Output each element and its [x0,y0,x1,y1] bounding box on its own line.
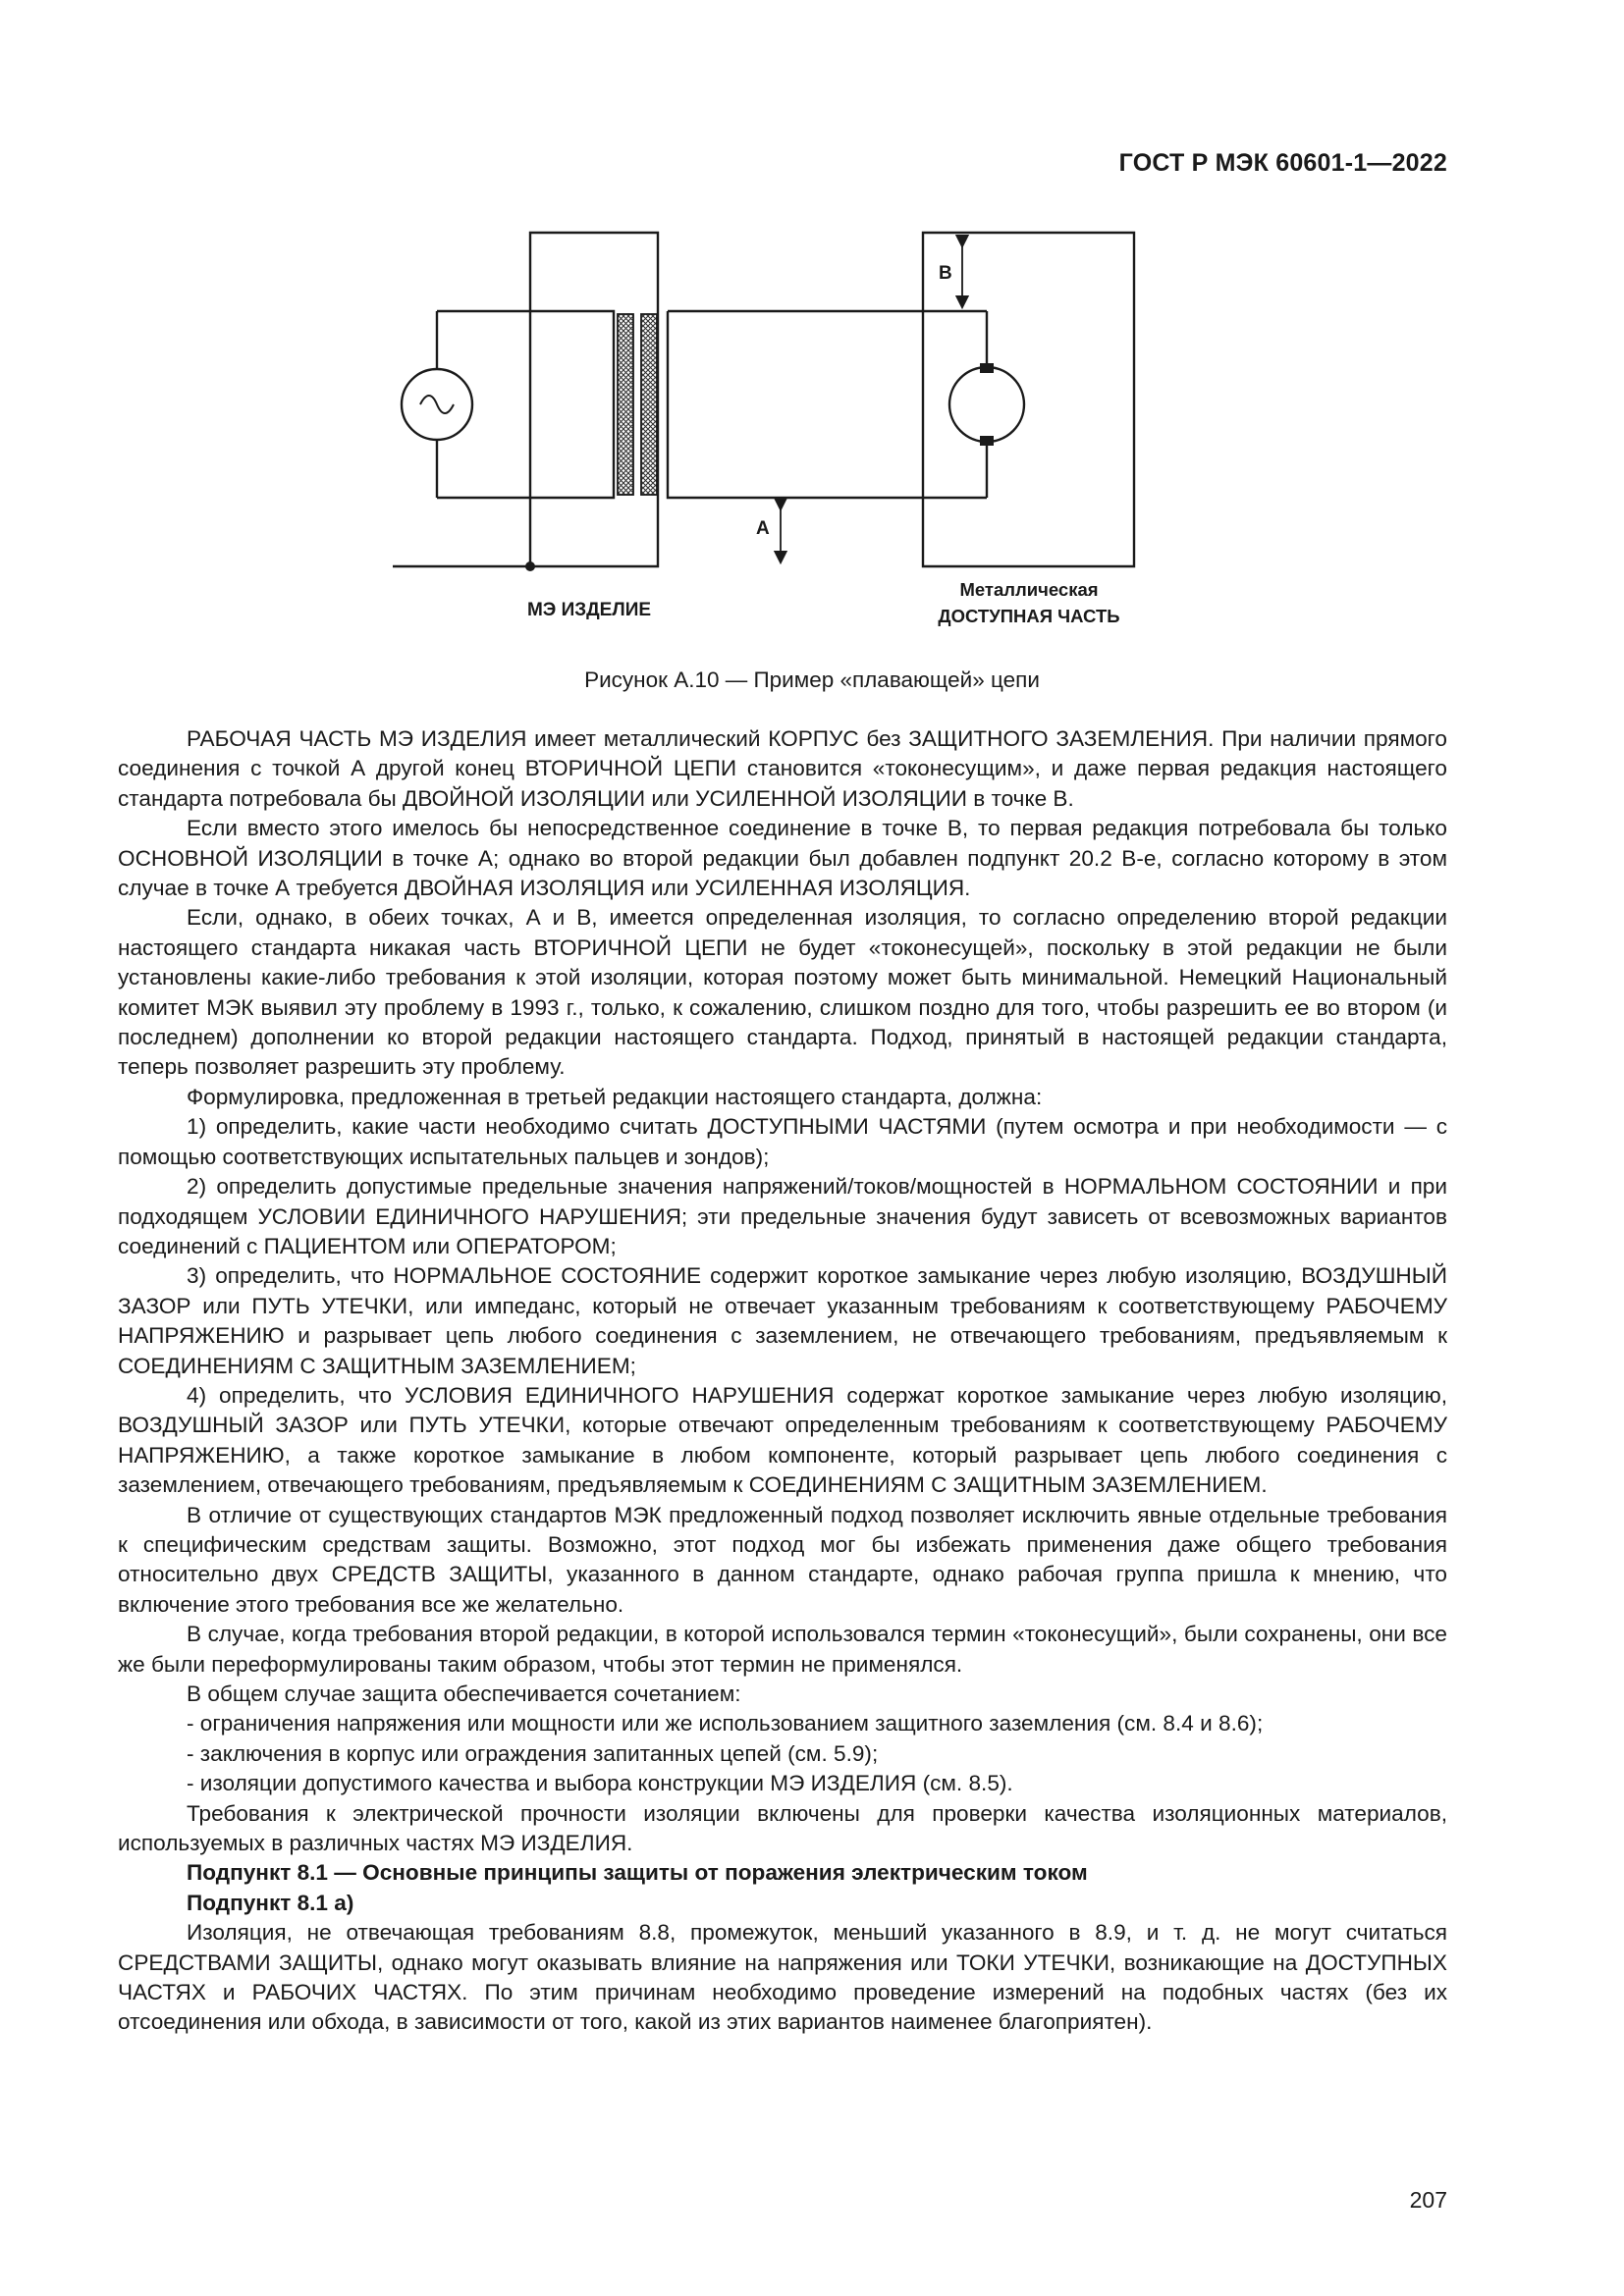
ground-wire [393,566,530,576]
paragraph: В случае, когда требования второй редакции, в которой использовался термин «токонесущий», были сохранены, они все же были переформулированы таким образом, чтобы этот термин не применялся. [118,1622,1447,1677]
paragraph: Требования к электрической прочности изоляции включены для проверки качества изоляционных материалов, используемых в различных частях МЭ ИЗДЕЛИЯ. [118,1800,1447,1856]
list-item: 1) определить, какие части необходимо считать ДОСТУПНЫМИ ЧАСТЯМИ (путем осмотра и при необходимости — с помощью соответствующих испытательных пальцев и зондов); [118,1114,1447,1169]
transformer-secondary-winding [641,314,657,495]
document-body [118,724,1447,2038]
paragraph: Изоляция, не отвечающая требованиям 8.8, промежуток, меньший указанного в 8.9, и т. д. не могут считаться СРЕДСТВАМИ ЗАЩИТЫ, однако могут оказывать влияние на напряжения или ТОКИ УТЕЧКИ, возникающие на ДОСТУПНЫХ ЧАСТЯХ и РАБОЧИХ ЧАСТЯХ. По этим причинам необходимо проведение измерений на подобных частях (без их отсоединения или обхода, в зависимости от того, какой из этих вариантов наименее благоприятен). [118,1920,1447,2035]
list-item: 3) определить, что НОРМАЛЬНОЕ СОСТОЯНИЕ содержит короткое замыкание через любую изоляцию, ВОЗДУШНЫЙ ЗАЗОР или ПУТЬ УТЕЧКИ, или импеданс, который не отвечает указанным требованиям к соответствующему РАБОЧЕМУ НАПРЯЖЕНИЮ и разрывает цепь любого соединения с заземлением, не отвечающего требованиям, предъявляемым к СОЕДИНЕНИЯМ С ЗАЩИТНЫМ ЗАЗЕМЛЕНИЕМ; [118,1263,1447,1378]
transformer-primary-winding [618,314,633,495]
paragraph: Если, однако, в обеих точках, А и В, имеется определенная изоляция, то согласно определению второй редакции настоящего стандарта никакая часть ВТОРИЧНОЙ ЦЕПИ не будет «токонесущей», поскольку в этой редакции не были установлены какие-либо требования к этой изоляции, которая поэтому может быть минимальной. Немецкий Национальный комитет МЭК выявил эту проблему в 1993 г., только, к сожалению, слишком поздно для того, чтобы разрешить ее во втором (и последнем) дополнении ко второй редакции настоящего стандарта. Подход, принятый в настоящей редакции стандарта, теперь позволяет разрешить эту проблему. [118,905,1447,1080]
metal-part-label-line2: ДОСТУПНАЯ ЧАСТЬ [938,606,1120,626]
primary-circuit [437,311,614,498]
list-item: 2) определить допустимые предельные значения напряжений/токов/мощностей в НОРМАЛЬНОМ СОСТОЯНИИ и при подходящем УСЛОВИИ ЕДИНИЧНОГО НАРУШЕНИЯ; эти предельные значения будут зависеть от всевозможных вариантов соединений с ПАЦИЕНТОМ или ОПЕРАТОРОМ; [118,1174,1447,1258]
label-a: А [756,518,770,539]
motor-icon [949,367,1024,442]
paragraph: Если вместо этого имелось бы непосредственное соединение в точке В, то первая редакция потребовала бы только ОСНОВНОЙ ИЗОЛЯЦИИ в точке А; однако во второй редакции был добавлен подпункт 20.2 В-е, согласно которому в этом случае в точке А требуется ДВОЙНАЯ ИЗОЛЯЦИЯ или УСИЛЕННАЯ ИЗОЛЯЦИЯ. [118,816,1447,901]
motor-brush-bottom [980,436,994,446]
paragraph: Формулировка, предложенная в третьей редакции настоящего стандарта, должна: [187,1084,1043,1109]
list-item: 4) определить, что УСЛОВИЯ ЕДИНИЧНОГО НАРУШЕНИЯ содержат короткое замыкание через любую изоляцию, ВОЗДУШНЫЙ ЗАЗОР или ПУТЬ УТЕЧКИ, которые отвечают определенным требованиям к соответствующему РАБОЧЕМУ НАПРЯЖЕНИЮ, а также короткое замыкание в любом компоненте, который разрывает цепь любого соединения с заземлением, отвечающего требованиям, предъявляемым к СОЕДИНЕНИЯМ С ЗАЩИТНЫМ ЗАЗЕМЛЕНИЕМ. [118,1382,1447,1498]
paragraph: В общем случае защита обеспечивается сочетанием: [187,1682,741,1706]
paragraph: РАБОЧАЯ ЧАСТЬ МЭ ИЗДЕЛИЯ имеет металлический КОРПУС без ЗАЩИТНОГО ЗАЗЕМЛЕНИЯ. При наличии прямого соединения с точкой А другой конец ВТОРИЧНОЙ ЦЕПИ становится «токонесущим», и даже первая редакция настоящего стандарта потребовала бы ДВОЙНОЙ ИЗОЛЯЦИИ или УСИЛЕННОЙ ИЗОЛЯЦИИ в точке В. [118,726,1447,811]
subheading: Подпункт 8.1 а) [187,1890,354,1915]
dash-list-item: - заключения в корпус или ограждения запитанных цепей (см. 5.9); [187,1740,879,1766]
metal-accessible-part [923,233,1134,566]
floating-circuit-diagram [393,218,1178,640]
label-b: В [939,263,952,284]
document-header: ГОСТ Р МЭК 60601-1—2022 [1118,149,1447,177]
dash-list-item: - ограничения напряжения или мощности или же использованием защитного заземления (см. 8.4 и 8.6); [187,1711,1264,1736]
me-equipment-label: МЭ ИЗДЕЛИЕ [526,600,652,620]
motor-brush-top [980,363,994,373]
metal-part-label-line1: Металлическая [959,579,1099,600]
secondary-circuit [668,311,987,498]
dash-list-item: - изоляции допустимого качества и выбора конструкции МЭ ИЗДЕЛИЯ (см. 8.5). [187,1771,1013,1796]
paragraph: В отличие от существующих стандартов МЭК предложенный подход позволяет исключить явные отдельные требования к специфическим средствам защиты. Возможно, этот подход мог бы избежать применения даже общего требования относительно двух СРЕДСТВ ЗАЩИТЫ, указанного в данном стандарте, однако рабочая группа пришла к мнению, что включение этого требования все же желательно. [118,1502,1447,1617]
me-enclosure [530,233,658,566]
page-number: 207 [1409,2187,1447,2213]
circuit-figure [393,218,1178,640]
junction-dot [525,561,535,571]
subheading: Подпункт 8.1 — Основные принципы защиты от поражения электрическим током [187,1860,1088,1886]
figure-caption: Рисунок А.10 — Пример «плавающей» цепи [584,667,1040,692]
